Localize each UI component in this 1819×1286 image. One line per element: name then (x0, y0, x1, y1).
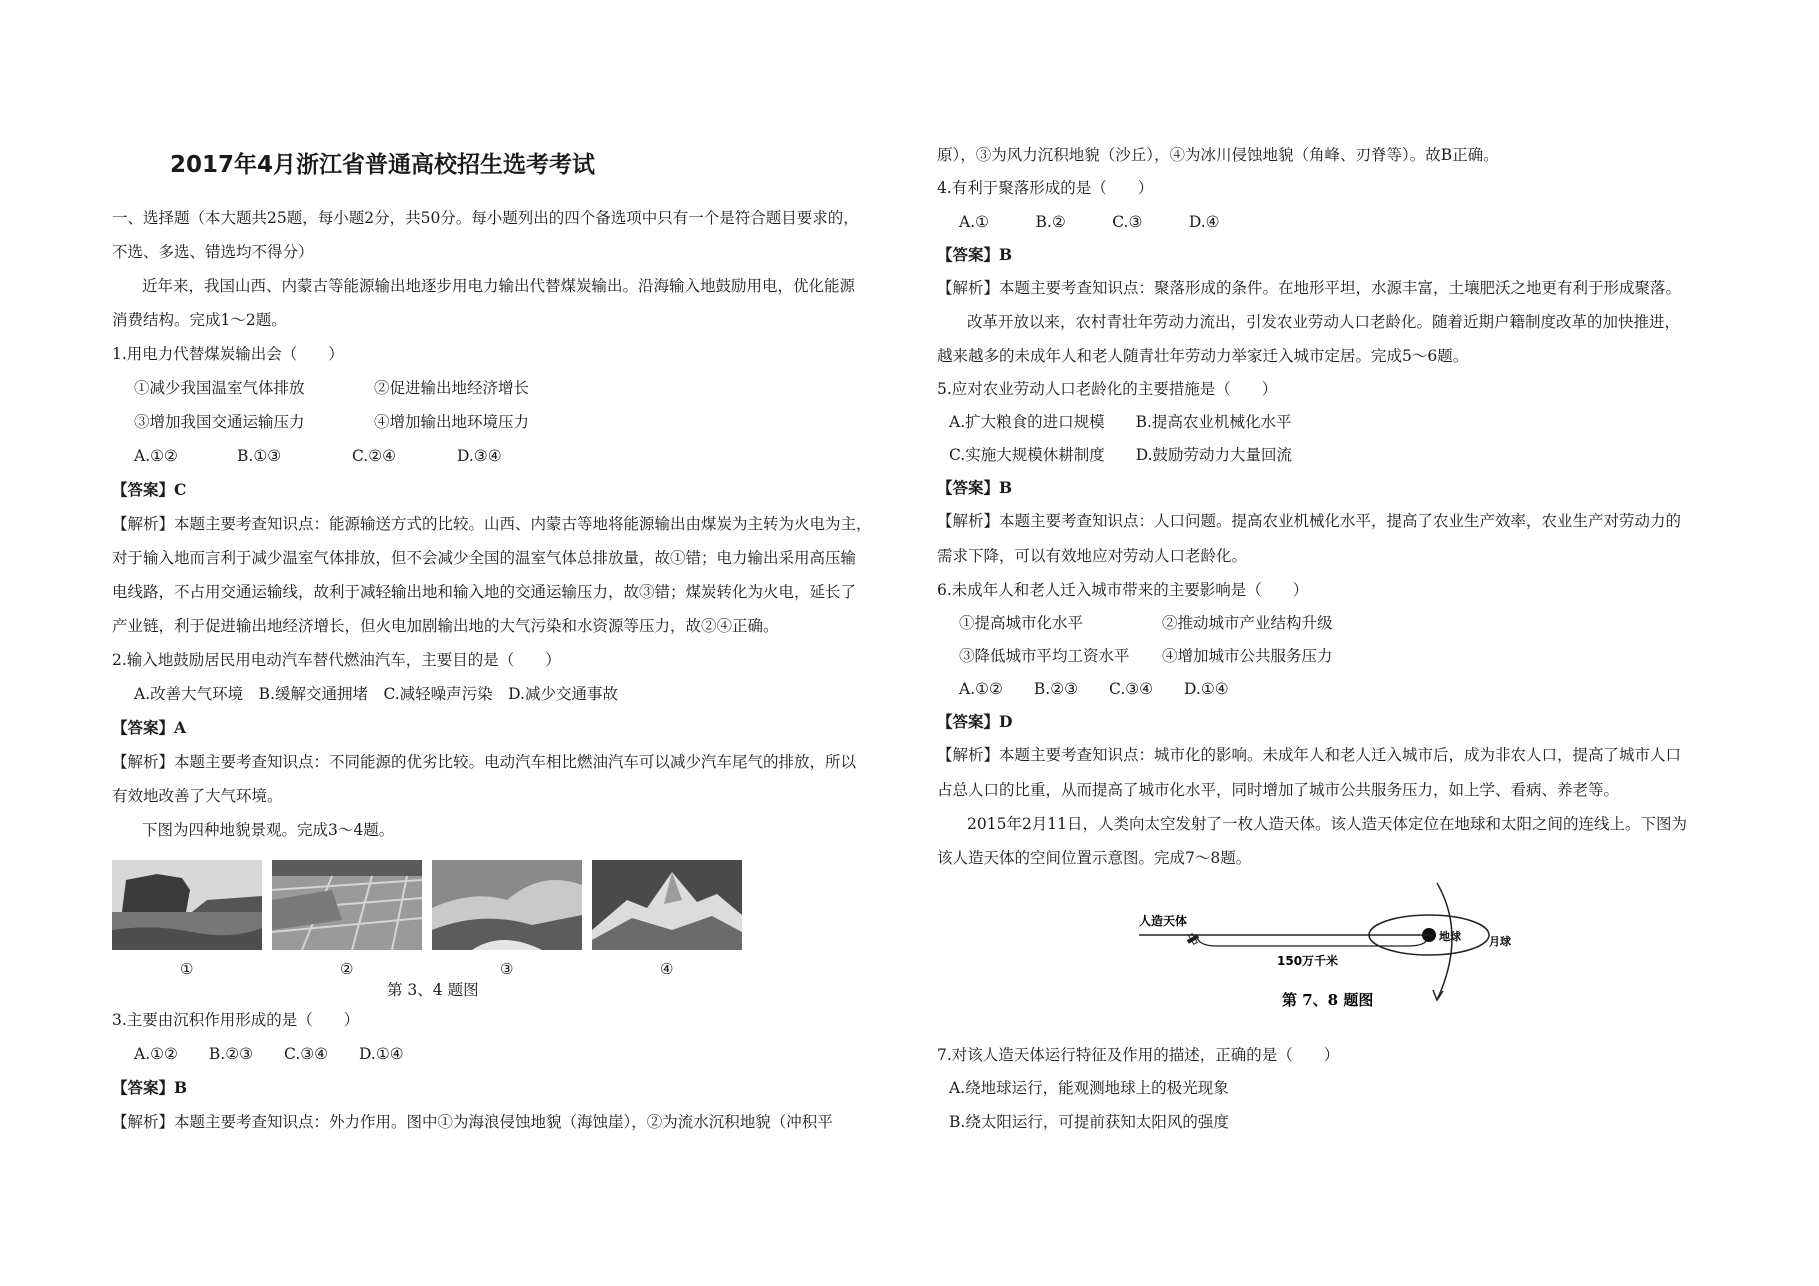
analysis-6: 【解析】本题主要考查知识点：城市化的影响。未成年人和老人迁入城市后，成为非农人口，提高了城市人口 (937, 746, 1682, 764)
question-1-choice: A.①② (134, 447, 178, 465)
satellite-label: 人造天体 (1139, 914, 1188, 928)
question-1-option: ②促进输出地经济增长 (374, 379, 530, 397)
question-6-option: ③降低城市平均工资水平 (959, 647, 1130, 665)
distance-bracket (1197, 935, 1427, 946)
analysis-4: 【解析】本题主要考查知识点：聚落形成的条件。在地形平坦，水源丰富，土壤肥沃之地更有利于形成聚落。 (937, 279, 1682, 297)
question-2-choices: A.改善大气环境 B.缓解交通拥堵 C.减轻噪声污染 D.减少交通事故 (134, 685, 618, 703)
analysis-6: 占总人口的比重，从而提高了城市化水平，同时增加了城市公共服务压力，如上学、看病、养老等。 (937, 781, 1620, 799)
answer-2: 【答案】A (112, 718, 187, 737)
question-1: 1.用电力代替煤炭输出会（ ） (112, 345, 344, 363)
question-2: 2.输入地鼓励居民用电动汽车替代燃油汽车，主要目的是（ ） (112, 651, 561, 669)
question-7-choice: A.绕地球运行，能观测地球上的极光现象 (949, 1079, 1229, 1097)
answer-3: 【答案】B (112, 1078, 188, 1097)
analysis-1: 【解析】本题主要考查知识点：能源输送方式的比较。山西、内蒙古等地将能源输出由煤炭为主转为火电为主， (112, 515, 872, 533)
analysis-5: 【解析】本题主要考查知识点：人口问题。提高农业机械化水平，提高了农业生产效率，农业生产对劳动力的 (937, 512, 1682, 530)
analysis-3: 【解析】本题主要考查知识点：外力作用。图中①为海浪侵蚀地貌（海蚀崖），②为流水沉积地貌（冲积平 (112, 1113, 833, 1131)
earth-label: 地球 (1439, 930, 1461, 943)
question-4-choices: A.① B.② C.③ D.④ (959, 213, 1220, 231)
passage: 该人造天体的空间位置示意图。完成7～8题。 (937, 849, 1252, 867)
photo-label: ② (340, 960, 354, 978)
passage: 下图为四种地貌景观。完成3～4题。 (142, 821, 395, 839)
question-3: 3.主要由沉积作用形成的是（ ） (112, 1011, 360, 1029)
satellite-position-diagram (1137, 880, 1557, 1030)
section-intro: 一、选择题（本大题共25题，每小题2分，共50分。每小题列出的四个备选项中只有一个是符合题目要求的， (112, 209, 859, 227)
question-7: 7.对该人造天体运行特征及作用的描述，正确的是（ ） (937, 1046, 1340, 1064)
question-6-option: ②推动城市产业结构升级 (1162, 614, 1333, 632)
question-7-choice: B.绕太阳运行，可提前获知太阳风的强度 (949, 1113, 1229, 1131)
moon-label: 月球 (1489, 935, 1511, 948)
landform-photo-sea-cliff (112, 860, 262, 950)
landform-photos (112, 860, 752, 1000)
section-intro: 不选、多选、错选均不得分） (112, 243, 314, 261)
analysis-1: 产业链，利于促进输出地经济增长，但火电加剧输出地的大气污染和水资源等压力，故②④正确。 (112, 617, 779, 635)
question-1-option: ①减少我国温室气体排放 (134, 379, 305, 397)
analysis-1: 对于输入地而言利于减少温室气体排放，但不会减少全国的温室气体总排放量，故①错；电力输出采用高压输 (112, 549, 857, 567)
question-5: 5.应对农业劳动人口老龄化的主要措施是（ ） (937, 380, 1278, 398)
analysis-1: 电线路，不占用交通运输线，故利于减轻输出地和输入地的交通运输压力，故③错；煤炭转化为火电，延长了 (112, 583, 857, 601)
answer-5: 【答案】B (937, 478, 1013, 497)
analysis-3: 原），③为风力沉积地貌（沙丘），④为冰川侵蚀地貌（角峰、刃脊等）。故B正确。 (937, 146, 1499, 164)
question-1-choice: B.①③ (237, 447, 282, 465)
question-1-choice: C.②④ (352, 447, 397, 465)
question-1-option: ③增加我国交通运输压力 (134, 413, 305, 431)
question-6-choices: A.①② B.②③ C.③④ D.①④ (959, 680, 1229, 698)
passage: 越来越多的未成年人和老人随青壮年劳动力举家迁入城市定居。完成5～6题。 (937, 347, 1469, 365)
photo-label: ① (180, 960, 194, 978)
photo-label: ④ (660, 960, 674, 978)
question-3-choices: A.①② B.②③ C.③④ D.①④ (134, 1045, 404, 1063)
diagram-caption: 第 7、8 题图 (1282, 991, 1374, 1009)
landform-photo-sand-dune (432, 860, 582, 950)
question-5-choices: C.实施大规模休耕制度 D.鼓励劳动力大量回流 (949, 446, 1293, 464)
passage: 2015年2月11日，人类向太空发射了一枚人造天体。该人造天体定位在地球和太阳之间的连线上。下图为 (967, 815, 1688, 833)
landform-photo-alluvial-plain (272, 860, 422, 950)
question-1-option: ④增加输出地环境压力 (374, 413, 530, 431)
question-4: 4.有利于聚落形成的是（ ） (937, 179, 1154, 197)
page-title: 2017年4月浙江省普通高校招生选考考试 (170, 152, 596, 178)
question-1-choice: D.③④ (457, 447, 502, 465)
landform-photo-glacial-horn (592, 860, 742, 950)
distance-label: 150万千米 (1277, 954, 1339, 968)
passage: 近年来，我国山西、内蒙古等能源输出地逐步用电力输出代替煤炭输出。沿海输入地鼓励用电，优化能源 (142, 277, 856, 295)
passage: 改革开放以来，农村青壮年劳动力流出，引发农业劳动人口老龄化。随着近期户籍制度改革的加快推进， (967, 313, 1681, 331)
passage: 消费结构。完成1～2题。 (112, 311, 287, 329)
question-5-choices: A.扩大粮食的进口规模 B.提高农业机械化水平 (949, 413, 1292, 431)
answer-4: 【答案】B (937, 245, 1013, 264)
question-6-option: ④增加城市公共服务压力 (1162, 647, 1333, 665)
photo-caption: 第 3、4 题图 (387, 981, 479, 999)
answer-1: 【答案】C (112, 480, 187, 499)
analysis-2: 【解析】本题主要考查知识点：不同能源的优劣比较。电动汽车相比燃油汽车可以减少汽车尾气的排放，所以 (112, 753, 857, 771)
question-6: 6.未成年人和老人迁入城市带来的主要影响是（ ） (937, 581, 1309, 599)
orbit-arrow-icon (1433, 990, 1443, 1000)
answer-6: 【答案】D (937, 712, 1013, 731)
photo-label: ③ (500, 960, 514, 978)
analysis-5: 需求下降，可以有效地应对劳动人口老龄化。 (937, 547, 1248, 565)
analysis-2: 有效地改善了大气环境。 (112, 787, 283, 805)
question-6-option: ①提高城市化水平 (959, 614, 1084, 632)
